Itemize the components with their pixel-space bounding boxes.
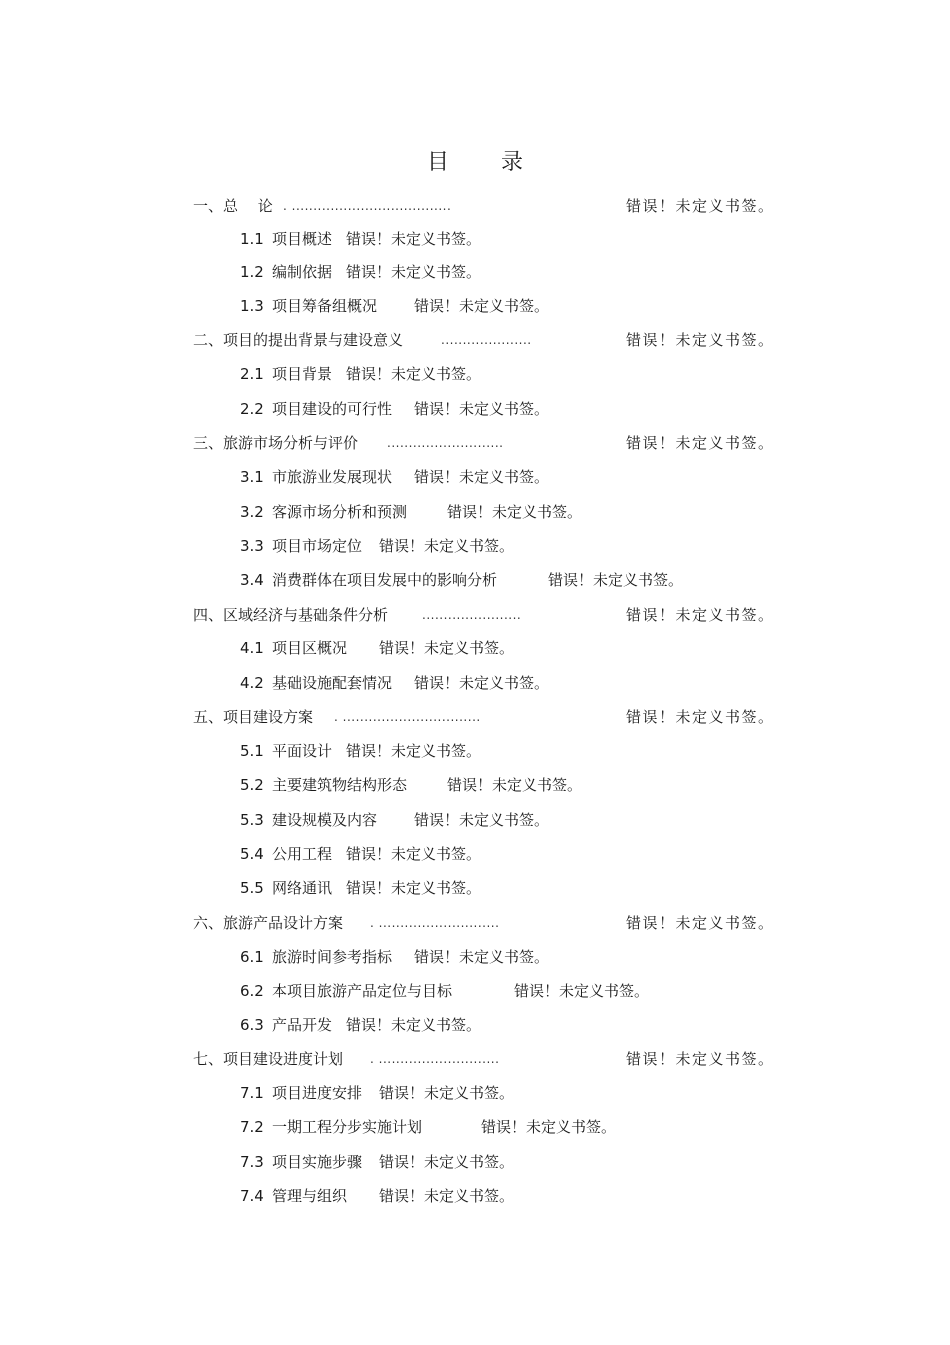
toc-page-reference: 错误！未定义书签。: [626, 197, 775, 215]
toc-page-reference: 错误！未定义书签。: [346, 230, 482, 248]
toc-section-number: 5.1: [240, 742, 264, 760]
toc-section-label: 主要建筑物结构形态: [272, 776, 408, 794]
toc-section-label: 项目进度安排: [272, 1084, 363, 1102]
toc-page-reference: 错误！未定义书签。: [379, 1084, 515, 1102]
toc-section-entry[interactable]: [0, 978, 950, 1004]
toc-chapter-entry[interactable]: [0, 704, 950, 730]
toc-section-entry[interactable]: [0, 738, 950, 764]
toc-section-number: 1.3: [240, 297, 264, 315]
toc-chapter-label: 四、区域经济与基础条件分析: [193, 606, 389, 624]
toc-chapter-label: 一、总 论: [193, 197, 273, 215]
toc-chapter-entry[interactable]: [0, 1046, 950, 1072]
toc-section-label: 项目筹备组概况: [272, 297, 378, 315]
toc-section-label: 客源市场分析和预测: [272, 503, 408, 521]
toc-page-reference: 错误！未定义书签。: [414, 811, 550, 829]
toc-section-entry[interactable]: [0, 875, 950, 901]
toc-chapter-label: 二、项目的提出背景与建设意义: [193, 331, 404, 349]
toc-section-label: 公用工程: [272, 845, 333, 863]
toc-chapter-entry[interactable]: [0, 327, 950, 353]
toc-title-char: 目: [427, 149, 450, 175]
toc-section-number: 2.2: [240, 400, 264, 418]
toc-section-label: 项目区概况: [272, 639, 348, 657]
toc-dot-leader: .....................: [441, 333, 532, 347]
toc-page-reference: 错误！未定义书签。: [626, 331, 775, 349]
toc-title-char: 录: [501, 149, 524, 175]
toc-page-reference: 错误！未定义书签。: [414, 297, 550, 315]
toc-section-entry[interactable]: [0, 841, 950, 867]
toc-section-entry[interactable]: [0, 944, 950, 970]
toc-page-reference: 错误！未定义书签。: [346, 879, 482, 897]
toc-page-reference: 错误！未定义书签。: [481, 1118, 617, 1136]
toc-dot-leader: . ............................: [370, 1052, 500, 1066]
toc-dot-leader: .......................: [422, 608, 522, 622]
toc-section-entry[interactable]: [0, 1114, 950, 1140]
toc-section-entry[interactable]: [0, 499, 950, 525]
toc-section-number: 3.4: [240, 571, 264, 589]
toc-section-entry[interactable]: [0, 670, 950, 696]
toc-section-label: 项目建设的可行性: [272, 400, 393, 418]
toc-page-reference: 错误！未定义书签。: [626, 434, 775, 452]
toc-section-entry[interactable]: [0, 226, 950, 252]
toc-section-label: 管理与组织: [272, 1187, 348, 1205]
toc-page-reference: 错误！未定义书签。: [548, 571, 684, 589]
toc-section-label: 项目背景: [272, 365, 333, 383]
toc-section-label: 本项目旅游产品定位与目标: [272, 982, 453, 1000]
toc-dot-leader: . ............................: [370, 916, 500, 930]
toc-section-number: 3.3: [240, 537, 264, 555]
toc-section-label: 一期工程分步实施计划: [272, 1118, 423, 1136]
toc-page-reference: 错误！未定义书签。: [626, 1050, 775, 1068]
toc-page-reference: 错误！未定义书签。: [346, 263, 482, 281]
toc-section-label: 基础设施配套情况: [272, 674, 393, 692]
toc-section-label: 产品开发: [272, 1016, 333, 1034]
toc-section-entry[interactable]: [0, 1080, 950, 1106]
toc-page-reference: 错误！未定义书签。: [346, 1016, 482, 1034]
toc-section-number: 3.1: [240, 468, 264, 486]
toc-section-label: 市旅游业发展现状: [272, 468, 393, 486]
toc-section-entry[interactable]: [0, 1012, 950, 1038]
toc-chapter-entry[interactable]: [0, 602, 950, 628]
toc-page-reference: 错误！未定义书签。: [379, 537, 515, 555]
toc-chapter-label: 六、旅游产品设计方案: [193, 914, 344, 932]
toc-page-reference: 错误！未定义书签。: [379, 1187, 515, 1205]
toc-section-label: 旅游时间参考指标: [272, 948, 393, 966]
toc-section-label: 项目概述: [272, 230, 333, 248]
toc-section-number: 6.2: [240, 982, 264, 1000]
toc-page-reference: 错误！未定义书签。: [346, 845, 482, 863]
toc-section-entry[interactable]: [0, 772, 950, 798]
toc-section-number: 4.1: [240, 639, 264, 657]
toc-section-number: 5.5: [240, 879, 264, 897]
toc-section-entry[interactable]: [0, 396, 950, 422]
toc-section-label: 平面设计: [272, 742, 333, 760]
toc-section-label: 项目市场定位: [272, 537, 363, 555]
toc-chapter-entry[interactable]: [0, 193, 950, 219]
toc-section-number: 6.3: [240, 1016, 264, 1034]
toc-dot-leader: ...........................: [387, 436, 504, 450]
toc-chapter-label: 五、项目建设方案: [193, 708, 314, 726]
toc-section-entry[interactable]: [0, 533, 950, 559]
toc-page-reference: 错误！未定义书签。: [379, 639, 515, 657]
toc-section-label: 消费群体在项目发展中的影响分析: [272, 571, 498, 589]
toc-section-number: 7.3: [240, 1153, 264, 1171]
toc-page-reference: 错误！未定义书签。: [346, 742, 482, 760]
toc-section-number: 7.1: [240, 1084, 264, 1102]
toc-section-number: 4.2: [240, 674, 264, 692]
toc-page-reference: 错误！未定义书签。: [626, 606, 775, 624]
toc-dot-leader: . .....................................: [283, 199, 452, 213]
toc-section-label: 编制依据: [272, 263, 333, 281]
toc-section-entry[interactable]: [0, 635, 950, 661]
toc-page-reference: 错误！未定义书签。: [626, 708, 775, 726]
toc-section-entry[interactable]: [0, 567, 950, 593]
toc-section-number: 5.3: [240, 811, 264, 829]
toc-chapter-label: 七、项目建设进度计划: [193, 1050, 344, 1068]
toc-page-reference: 错误！未定义书签。: [414, 948, 550, 966]
toc-page-reference: 错误！未定义书签。: [447, 776, 583, 794]
toc-page-reference: 错误！未定义书签。: [414, 674, 550, 692]
toc-page-reference: 错误！未定义书签。: [379, 1153, 515, 1171]
toc-section-label: 网络通讯: [272, 879, 333, 897]
toc-section-entry[interactable]: [0, 259, 950, 285]
toc-chapter-entry[interactable]: [0, 910, 950, 936]
toc-section-number: 7.2: [240, 1118, 264, 1136]
toc-section-entry[interactable]: [0, 1183, 950, 1209]
toc-page-reference: 错误！未定义书签。: [414, 400, 550, 418]
toc-section-entry[interactable]: [0, 361, 950, 387]
toc-section-number: 2.1: [240, 365, 264, 383]
toc-section-number: 6.1: [240, 948, 264, 966]
toc-section-label: 项目实施步骤: [272, 1153, 363, 1171]
toc-page-reference: 错误！未定义书签。: [626, 914, 775, 932]
toc-section-entry[interactable]: [0, 1149, 950, 1175]
toc-section-number: 3.2: [240, 503, 264, 521]
toc-section-number: 7.4: [240, 1187, 264, 1205]
toc-chapter-entry[interactable]: [0, 430, 950, 456]
toc-section-number: 1.1: [240, 230, 264, 248]
toc-page-reference: 错误！未定义书签。: [514, 982, 650, 1000]
toc-section-number: 5.2: [240, 776, 264, 794]
toc-section-number: 1.2: [240, 263, 264, 281]
toc-section-label: 建设规模及内容: [272, 811, 378, 829]
toc-dot-leader: . ................................: [334, 710, 481, 724]
toc-section-entry[interactable]: [0, 464, 950, 490]
toc-page-reference: 错误！未定义书签。: [414, 468, 550, 486]
toc-page-reference: 错误！未定义书签。: [346, 365, 482, 383]
toc-section-entry[interactable]: [0, 293, 950, 319]
toc-chapter-label: 三、旅游市场分析与评价: [193, 434, 359, 452]
toc-page-reference: 错误！未定义书签。: [447, 503, 583, 521]
toc-section-number: 5.4: [240, 845, 264, 863]
toc-section-entry[interactable]: [0, 807, 950, 833]
